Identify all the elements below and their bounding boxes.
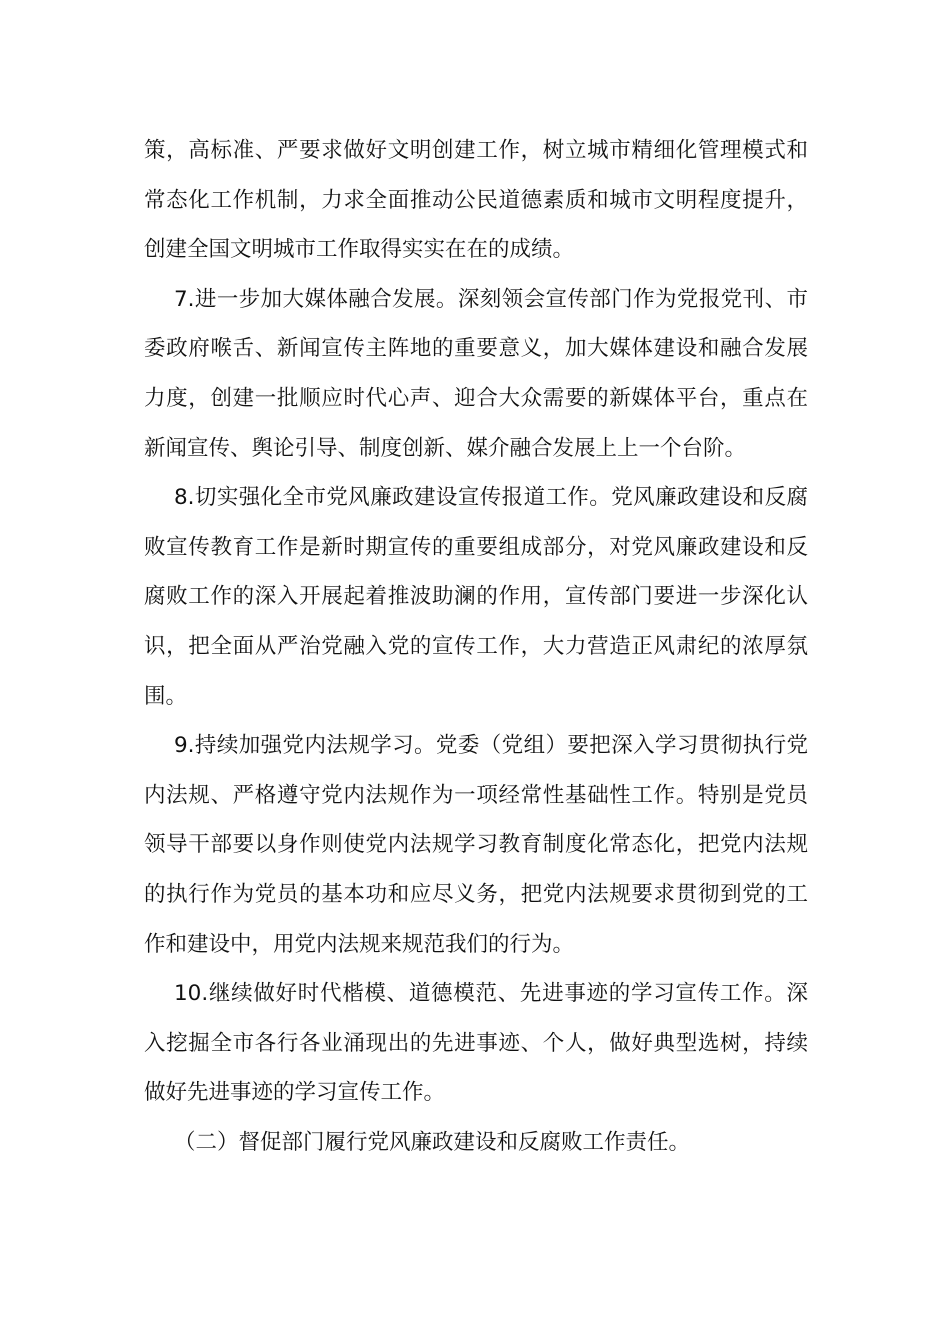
paragraph-continuation: 策，高标准、严要求做好文明创建工作，树立城市精细化管理模式和常态化工作机制，力求全面推动公民道德素质和城市文明程度提升，创建全国文明城市工作取得实实在在的成绩。 — [144, 138, 808, 263]
paragraph-item-8: 8.切实强化全市党风廉政建设宣传报道工作。党风廉政建设和反腐败宣传教育工作是新时期宣传的重要组成部分，对党风廉政建设和反腐败工作的深入开展起着推波助澜的作用，宣传部门要进一步深化认识，把全面从严治党融入党的宣传工作，大力营造正风肃纪的浓厚氛围。 — [144, 485, 808, 709]
paragraph-item-9: 9.持续加强党内法规学习。党委（党组）要把深入学习贯彻执行党内法规、严格遵守党内法规作为一项经常性基础性工作。特别是党员领导干部要以身作则使党内法规学习教育制度化常态化，把党内法规的执行作为党员的基本功和应尽义务，把党内法规要求贯彻到党的工作和建设中，用党内法规来规范我们的行为。 — [144, 733, 808, 957]
section-heading-2: （二）督促部门履行党风廉政建设和反腐败工作责任。 — [174, 1129, 691, 1155]
paragraph-item-7: 7.进一步加大媒体融合发展。深刻领会宣传部门作为党报党刊、市委政府喉舌、新闻宣传主阵地的重要意义，加大媒体建设和融合发展力度，创建一批顺应时代心声、迎合大众需要的新媒体平台，重点在新闻宣传、舆论引导、制度创新、媒介融合发展上上一个台阶。 — [144, 286, 808, 461]
document-body — [144, 126, 808, 1167]
paragraph-item-10: 10.继续做好时代楷模、道德模范、先进事迹的学习宣传工作。深入挖掘全市各行各业涌现出的先进事迹、个人，做好典型选树，持续做好先进事迹的学习宣传工作。 — [144, 981, 808, 1106]
